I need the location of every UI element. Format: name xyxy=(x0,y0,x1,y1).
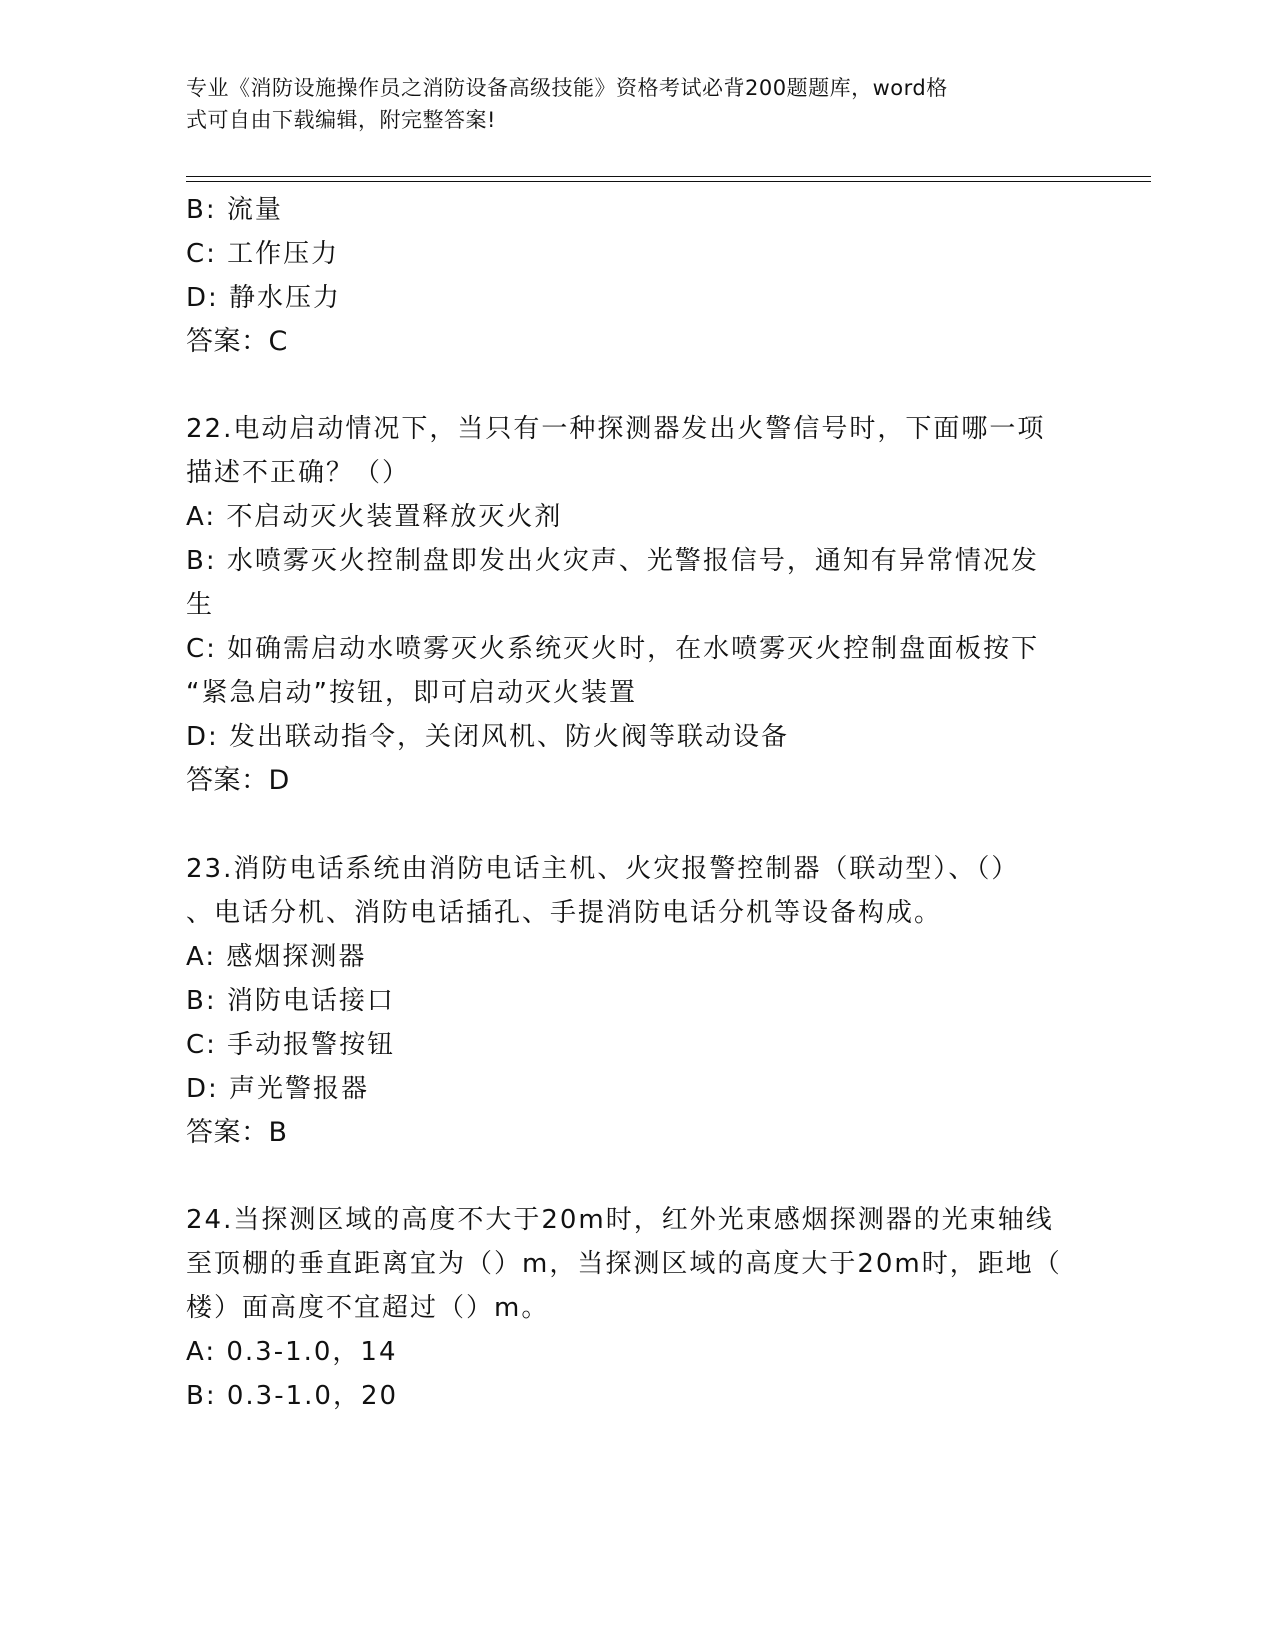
q23-answer: 答案：B xyxy=(186,1117,288,1148)
q22-stem-line-1: 22.电动启动情况下，当只有一种探测器发出火警信号时，下面哪一项 xyxy=(186,414,1046,444)
header-line-1: 专业《消防设施操作员之消防设备高级技能》资格考试必背200题题库，word格 xyxy=(186,76,948,100)
q23-option-c: C: 手动报警按钮 xyxy=(186,1030,396,1060)
q23-option-a: A: 感烟探测器 xyxy=(186,942,367,972)
q24-stem-line-3: 楼）面高度不宜超过（）m。 xyxy=(186,1293,550,1323)
q22-option-c-line-2: “紧急启动”按钮，即可启动灭火装置 xyxy=(186,678,637,708)
q22-answer: 答案：D xyxy=(186,765,290,796)
header-line-2: 式可自由下载编辑，附完整答案! xyxy=(186,108,496,132)
q24-stem-line-2: 至顶棚的垂直距离宜为（）m，当探测区域的高度大于20m时，距地（ xyxy=(186,1249,1062,1279)
q22-option-c-line-1: C: 如确需启动水喷雾灭火系统灭火时，在水喷雾灭火控制盘面板按下 xyxy=(186,634,1040,664)
q22-option-a: A: 不启动灭火装置释放灭火剂 xyxy=(186,502,563,532)
q21-option-d: D: 静水压力 xyxy=(186,283,342,313)
q21-option-b: B: 流量 xyxy=(186,195,283,225)
q22-option-b-line-1: B: 水喷雾灭火控制盘即发出火灾声、光警报信号，通知有异常情况发 xyxy=(186,546,1039,576)
q22-option-b-line-2: 生 xyxy=(186,590,215,620)
q23-option-d: D: 声光警报器 xyxy=(186,1074,370,1104)
q23-option-b: B: 消防电话接口 xyxy=(186,986,395,1016)
document-header xyxy=(186,72,1066,136)
q22-option-d: D: 发出联动指令，关闭风机、防火阀等联动设备 xyxy=(186,722,790,752)
q24-option-b: B: 0.3-1.0，20 xyxy=(186,1381,399,1411)
q23-stem-line-2: 、电话分机、消防电话插孔、手提消防电话分机等设备构成。 xyxy=(186,898,943,928)
q23-stem-line-1: 23.消防电话系统由消防电话主机、火灾报警控制器（联动型）、（） xyxy=(186,854,1020,884)
header-rule-bottom xyxy=(186,181,1151,182)
q24-option-a: A: 0.3-1.0，14 xyxy=(186,1337,398,1367)
q21-option-c: C: 工作压力 xyxy=(186,239,340,269)
header-rule-top xyxy=(186,176,1151,177)
q24-stem-line-1: 24.当探测区域的高度不大于20m时，红外光束感烟探测器的光束轴线 xyxy=(186,1205,1054,1235)
q21-answer: 答案：C xyxy=(186,326,288,357)
q22-stem-line-2: 描述不正确？（） xyxy=(186,458,411,488)
